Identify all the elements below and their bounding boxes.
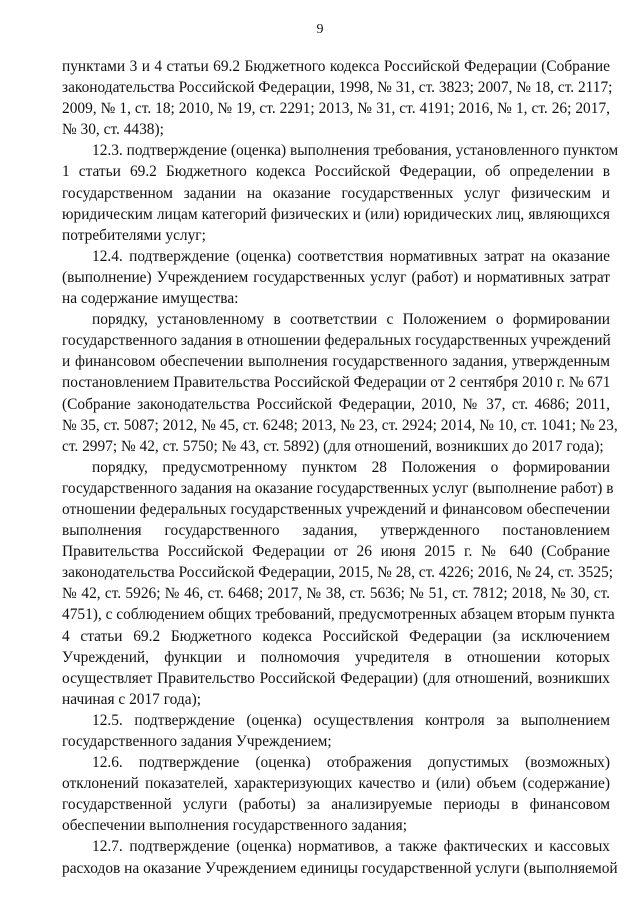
text-line: государственного задания Учреждением;: [62, 733, 332, 750]
text-line: 12.6. подтверждение (оценка) отображения допустимых (возможных): [92, 754, 610, 772]
text-line: и финансовом обеспечении выполнения государственного задания, утвержденным: [62, 353, 610, 371]
paragraph-p6: [62, 710, 610, 752]
paragraph-p2: [62, 140, 619, 245]
text-line: государственной услуги (работы) за анализируемые периоды в финансовом: [62, 796, 610, 814]
paragraph-p7: [62, 752, 610, 836]
text-line: пунктами 3 и 4 статьи 69.2 Бюджетного кодекса Российской Федерации (Собрание: [62, 58, 610, 75]
text-line: 1 статьи 69.2 Бюджетного кодекса Российской Федерации, об определении в: [62, 163, 610, 181]
text-line: выполнения государственного задания, утвержденного постановлением: [62, 522, 610, 540]
text-line: потребителями услуг;: [62, 226, 206, 244]
document-body: [62, 56, 619, 879]
text-line: расходов на оказание Учреждением единицы государственной услуги (выполняемой: [62, 859, 618, 877]
text-line: 2009, № 1, ст. 18; 2010, № 19, ст. 2291; 2013, № 31, ст. 4191; 2016, № 1, ст. 26; 2017,: [62, 100, 610, 118]
text-line: государственного задания на оказание государственных услуг (выполнение работ) в: [62, 479, 614, 497]
text-line: № 35, ст. 5087; 2012, № 45, ст. 6248; 2013, № 23, ст. 2924; 2014, № 10, ст. 1041; № 23,: [62, 416, 618, 434]
text-line: 12.5. подтверждение (оценка) осуществления контроля за выполнением: [92, 711, 610, 729]
page-number: 9: [316, 22, 324, 37]
text-line: законодательства Российской Федерации, 2015, № 28, ст. 4226; 2016, № 24, ст. 3525;: [62, 564, 614, 582]
text-line: обеспечении выполнения государственного задания;: [62, 817, 407, 835]
text-line: отношении федеральных государственных учреждений и финансовом обеспечении: [62, 500, 610, 518]
paragraph-p5: [62, 457, 615, 710]
text-line: (выполнение) Учреждением государственных услуг (работ) и нормативных затрат: [62, 268, 610, 286]
text-line: порядку, установленному в соответствии с Положением о формировании: [92, 311, 610, 329]
text-line: № 42, ст. 5926; № 46, ст. 6468; 2017, № 38, ст. 5636; № 51, ст. 7812; 2018, № 30, ст.: [62, 585, 610, 603]
text-line: 4 статьи 69.2 Бюджетного кодекса Российской Федерации (за исключением: [62, 627, 610, 645]
text-line: на содержание имущества:: [62, 290, 239, 308]
text-line: юридическим лицам категорий физических и (или) юридических лиц, являющихся: [62, 205, 610, 223]
text-line: начиная с 2017 года);: [62, 690, 201, 708]
text-line: отклонений показателей, характеризующих качество и (или) объем (содержание): [62, 775, 610, 793]
text-line: государственном задании на оказание государственных услуг физическим и: [62, 184, 610, 202]
paragraph-p3: [62, 246, 610, 309]
text-line: порядку, предусмотренному пунктом 28 Положения о формировании: [92, 458, 610, 476]
text-line: 4751), с соблюдением общих требований, предусмотренных абзацем вторым пункта: [62, 606, 615, 624]
paragraph-p1: [62, 56, 613, 140]
paragraph-p4: [62, 309, 618, 457]
text-line: 12.7. подтверждение (оценка) нормативов, а также фактических и кассовых: [92, 838, 610, 856]
text-line: законодательства Российской Федерации, 1998, № 31, ст. 3823; 2007, № 18, ст. 2117;: [62, 79, 613, 97]
paragraph-p8: [62, 836, 618, 878]
text-line: 12.3. подтверждение (оценка) выполнения требования, установленного пунктом: [92, 142, 619, 160]
text-line: государственного задания в отношении федеральных государственных учреждений: [62, 332, 611, 350]
text-line: Учреждений, функции и полномочия учредителя в отношении которых: [62, 648, 610, 666]
text-line: Правительства Российской Федерации от 26 июня 2015 г. № 640 (Собрание: [62, 543, 610, 561]
text-line: осуществляет Правительство Российской Федерации) (для отношений, возникших: [62, 669, 610, 687]
text-line: 12.4. подтверждение (оценка) соответствия нормативных затрат на оказание: [92, 247, 610, 265]
text-line: (Собрание законодательства Российской Федерации, 2010, № 37, ст. 4686; 2011,: [62, 395, 610, 413]
text-line: № 30, ст. 4438);: [62, 121, 164, 139]
text-line: постановлением Правительства Российской Федерации от 2 сентября 2010 г. № 671: [62, 374, 611, 392]
text-line: ст. 2997; № 42, ст. 5750; № 43, ст. 5892) (для отношений, возникших до 2017 года);: [62, 437, 604, 455]
